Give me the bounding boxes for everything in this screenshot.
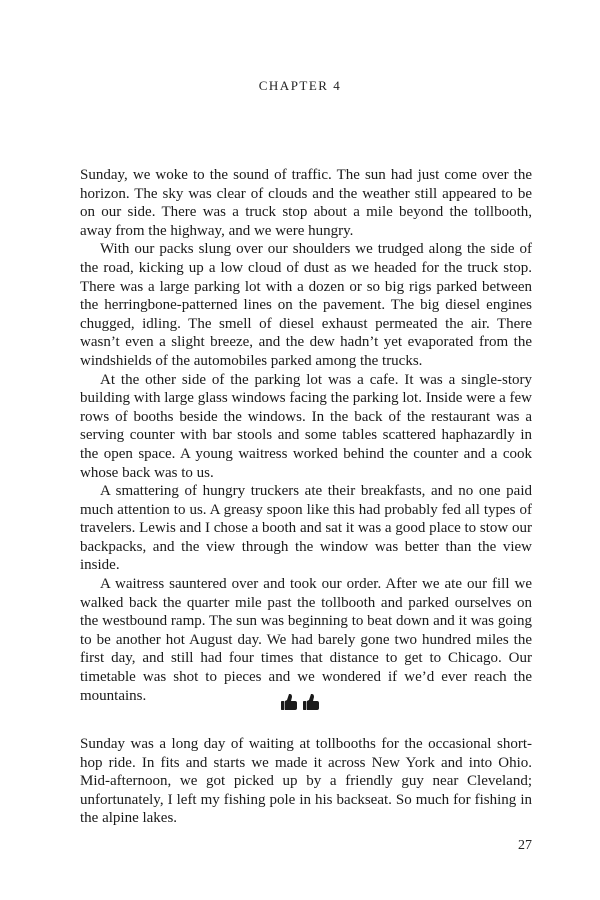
paragraph: Sunday was a long day of waiting at tollbooths for the occasional short-hop ride. In fits and starts we made it across New York and into Ohio. Mid-afternoon, we got picked up by a friendly guy near Cleveland; unfortunately, I left my fishing pole in his backseat. So much for fishing in the alpine lakes. bbox=[80, 736, 532, 827]
thumbs-up-icon bbox=[280, 692, 298, 712]
section-break-ornament bbox=[0, 692, 600, 712]
paragraph: At the other side of the parking lot was a cafe. It was a single-story building with large glass windows facing the parking lot. Inside were a few rows of booths beside the windows. In the back of the restaurant was a serving counter with bar stools and some tables scattered haphazardly in the open space. A young waitress worked behind the counter and a cook whose back was to us. bbox=[80, 371, 532, 481]
paragraph: A smattering of hungry truckers ate their breakfasts, and no one paid much attention to us. A greasy spoon like this had probably fed all types of travelers. Lewis and I chose a booth and sat it was a good place to stow our backpacks, and the view through the window was better than the view inside. bbox=[80, 483, 532, 574]
paragraph: Sunday, we woke to the sound of traffic. The sun had just come over the horizon. The sky was clear of clouds and the weather still appeared to be on our side. There was a truck stop about a mile beyond the tollbooth, away from the highway, and we were hungry. bbox=[80, 167, 532, 239]
page-number: 27 bbox=[518, 838, 532, 853]
paragraph: A waitress sauntered over and took our order. After we ate our fill we walked back the quarter mile past the tollbooth and parked ourselves on the westbound ramp. The sun was beginning to beat down and it was going to be another hot August day. We had barely gone two hundred miles the first day, and still had four times that distance to get to Chicago. Our timetable was shot to pieces and we wondered if we’d ever reach the mountains. bbox=[80, 576, 532, 704]
section-two-text bbox=[80, 735, 532, 828]
thumbs-up-icon bbox=[302, 692, 320, 712]
section-one-text bbox=[80, 166, 532, 705]
chapter-heading: CHAPTER 4 bbox=[258, 78, 342, 93]
paragraph: With our packs slung over our shoulders we trudged along the side of the road, kicking up a low cloud of dust as we headed for the truck stop. There was a large parking lot with a dozen or so big rigs parked between the herringbone-patterned lines on the pavement. The big diesel engines chugged, idling. The smell of diesel exhaust permeated the air. There wasn’t even a slight breeze, and the dew hadn’t yet evaporated from the windshields of the automobiles parked among the trucks. bbox=[80, 241, 532, 369]
